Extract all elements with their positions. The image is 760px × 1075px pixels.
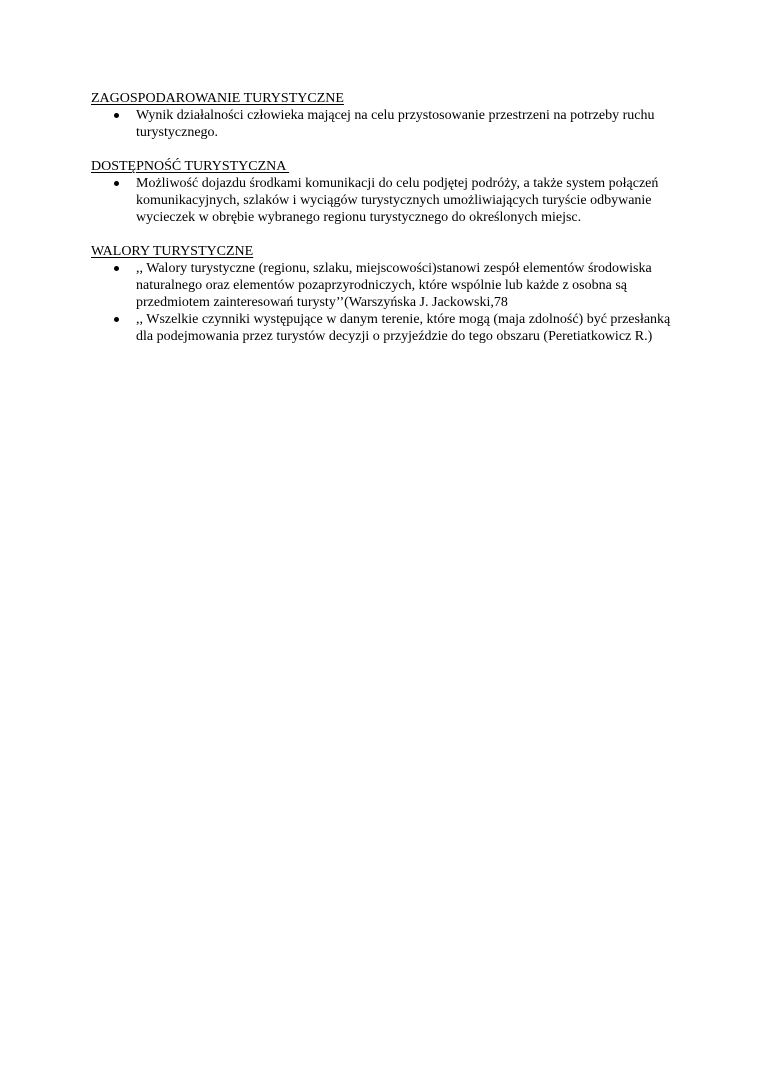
list-item	[91, 260, 671, 311]
bullet-list	[91, 107, 671, 141]
list-item-text: ,, Wszelkie czynniki występujące w danym terenie, które mogą (maja zdolność) być przesłanką dla podejmowania przez turystów decyzji o przyjeździe do tego obszaru (Peretiatkowicz R.)	[136, 312, 671, 344]
bullet-list	[91, 175, 671, 226]
section-zagospodarowanie	[91, 90, 671, 141]
bullet-icon	[114, 317, 119, 322]
list-item-text: Wynik działalności człowieka mającej na celu przystosowanie przestrzeni na potrzeby ruchu turystycznego.	[136, 108, 655, 140]
document-content	[91, 90, 671, 362]
list-item	[91, 311, 671, 345]
bullet-list	[91, 260, 671, 345]
list-item	[91, 175, 671, 226]
bullet-icon	[114, 113, 119, 118]
list-item	[91, 107, 671, 141]
section-heading: WALORY TURYSTYCZNE	[91, 244, 254, 259]
list-item-text: Możliwość dojazdu środkami komunikacji do celu podjętej podróży, a także system połączeń komunikacyjnych, szlaków i wyciągów turystycznych umożliwiających turyście odbywanie wycieczek w obrębie wybranego regionu turystycznego do określonych miejsc.	[136, 176, 659, 225]
section-heading: ZAGOSPODAROWANIE TURYSTYCZNE	[91, 91, 344, 106]
bullet-icon	[114, 181, 119, 186]
section-walory	[91, 243, 671, 345]
list-item-text: ,, Walory turystyczne (regionu, szlaku, miejscowości)stanowi zespół elementów środowiska naturalnego oraz elementów pozaprzyrodniczych, które wspólnie lub każde z osobna są przedmiotem zainteresowań turysty’’(Warszyńska J. Jackowski,78	[136, 261, 652, 310]
section-heading: DOSTĘPNOŚĆ TURYSTYCZNA	[91, 159, 290, 174]
bullet-icon	[114, 266, 119, 271]
section-dostepnosc	[91, 158, 671, 226]
